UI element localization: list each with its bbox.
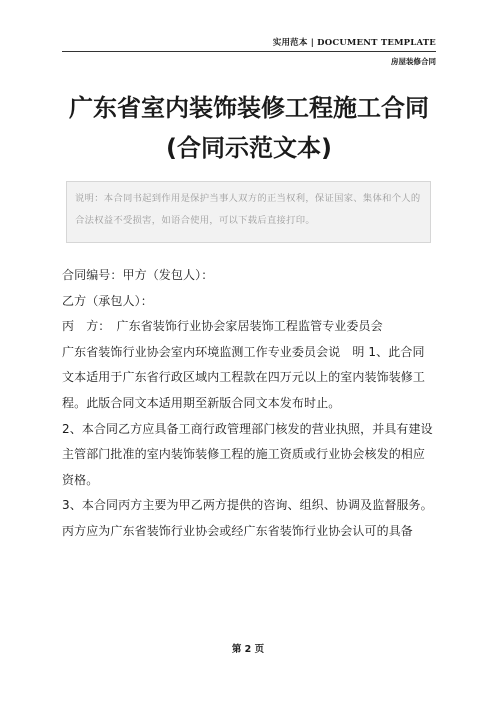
document-body — [62, 263, 436, 545]
paragraph-3: 3、本合同丙方主要为甲乙两方提供的咨询、组织、协调及监督服务。丙方应为广东省装饰行业协会或经广东省装饰行业协会认可的具备 — [62, 498, 433, 538]
notice-box — [66, 181, 431, 243]
paragraph-1: 广东省装饰行业协会室内环境监测工作专业委员会说 明 1、此合同文本适用于广东省行政区域内工程款在四万元以上的室内装饰装修工程。此版合同文本适用期至新版合同文本发布时止。 — [62, 344, 426, 410]
header-template-label: 实用范本 | DOCUMENT TEMPLATE — [272, 38, 436, 48]
header-category-label: 房屋装修合同 — [391, 57, 436, 66]
page-number: 第 2 页 — [231, 644, 265, 655]
header-divider — [62, 51, 436, 52]
party-b-line: 乙方（承包人）： — [62, 293, 153, 308]
document-title: 广东省室内装饰装修工程施工合同(合同示范文本) — [69, 94, 429, 162]
contract-number-line: 合同编号：甲方（发包人）： — [62, 268, 214, 282]
party-c-line: 丙 方： 广东省装饰行业协会家居装饰工程监管专业委员会 — [62, 319, 383, 334]
paragraph-2: 2、本合同乙方应具备工商行政管理部门核发的营业执照，并具有建设主管部门批准的室内装饰装修工程的施工资质或行业协会核发的相应资格。 — [62, 421, 433, 487]
notice-text: 说明：本合同书起到作用是保护当事人双方的正当权利，保证国家、集体和个人的合法权益不受损害，如语合使用，可以下载后直接打印。 — [75, 193, 421, 226]
